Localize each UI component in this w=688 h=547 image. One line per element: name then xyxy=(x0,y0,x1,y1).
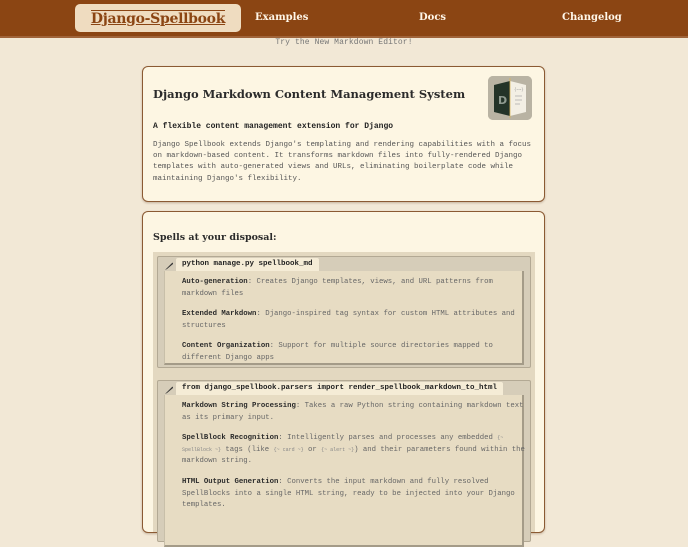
spells-container xyxy=(153,252,535,532)
svg-text:D: D xyxy=(498,94,508,107)
spells-heading: Spells at your disposal: xyxy=(153,232,277,243)
page-title: Django Markdown Content Management System xyxy=(153,87,466,101)
spell-block xyxy=(157,380,531,542)
spell-body xyxy=(164,271,524,365)
feature-item: SpellBlock Recognition: Intelligently parses and processes any embedded {~ SpellBlock ~} tags (like {~ card ~} or {~ alert ~}) and their parameters found within the markdown string. xyxy=(182,434,525,465)
nav-changelog[interactable]: Changelog xyxy=(562,12,622,23)
feature-item: HTML Output Generation: Converts the input markdown and fully resolved SpellBlocks into a single HTML string, ready to be injected into your Django templates. xyxy=(182,478,515,509)
feature-item: Markdown String Processing: Takes a raw Python string containing markdown text as its primary input. xyxy=(182,402,524,422)
nav-docs[interactable]: Docs xyxy=(419,12,447,23)
brand-title: Django-Spellbook xyxy=(90,10,226,27)
markdown-editor-banner-link[interactable]: Try the New Markdown Editor! xyxy=(275,38,413,47)
intro-card xyxy=(142,66,545,202)
quill-icon xyxy=(164,261,174,271)
spell-command: python manage.py spellbook_md xyxy=(176,258,319,271)
spell-command: from django_spellbook.parsers import render_spellbook_markdown_to_html xyxy=(176,382,503,395)
feature-item: Extended Markdown: Django-inspired tag syntax for custom HTML attributes and structures xyxy=(182,310,515,330)
brand-link[interactable] xyxy=(75,4,241,32)
feature-item: Auto-generation: Creates Django templates, views, and URL patterns from markdown files xyxy=(182,278,493,298)
spells-card xyxy=(142,211,545,533)
top-navigation xyxy=(0,0,688,38)
spell-block xyxy=(157,256,531,368)
spellbook-logo-icon xyxy=(488,76,532,120)
quill-icon xyxy=(164,385,174,395)
intro-description: Django Spellbook extends Django's templating and rendering capabilities with a focus on markdown-based content. It transforms markdown files into fully-rendered Django templates with auto-generated views and URLs, eliminating boilerplate code while maintaining Django's flexibility. xyxy=(153,141,532,183)
feature-item: Content Organization: Support for multiple source directories mapped to different Django apps xyxy=(182,342,493,362)
nav-examples[interactable]: Examples xyxy=(255,12,309,23)
spell-body xyxy=(164,395,524,547)
svg-text:{~~}: {~~} xyxy=(514,87,524,92)
page-subtitle: A flexible content management extension for Django xyxy=(153,122,394,131)
